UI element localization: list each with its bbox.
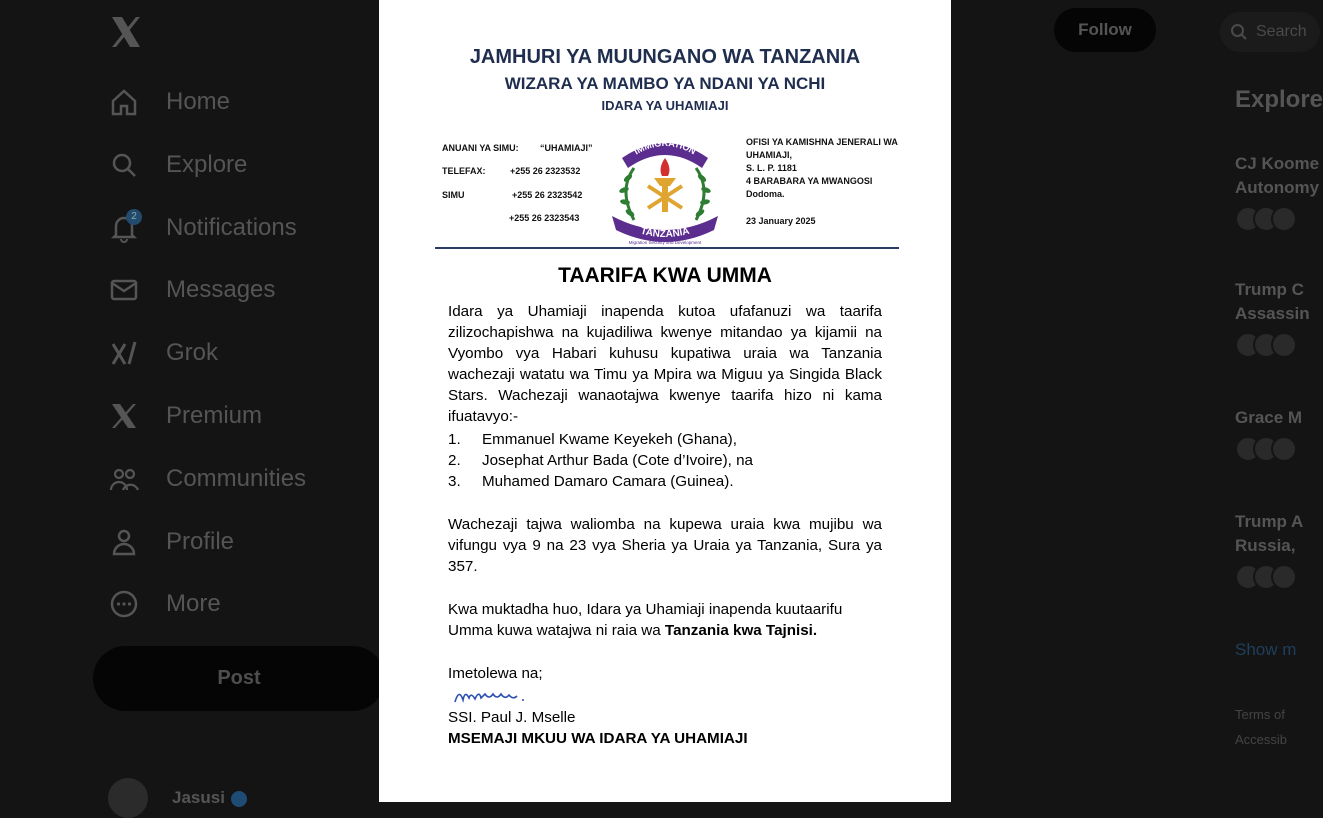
follow-button[interactable]: Follow bbox=[1054, 8, 1156, 52]
list-item: 2. Josephat Arthur Bada (Cote d’Ivoire), na bbox=[448, 452, 753, 469]
trend-item[interactable] bbox=[1235, 510, 1315, 590]
signer-role: MSEMAJI MKUU WA IDARA YA UHAMIAJI bbox=[448, 730, 748, 747]
notice-title: TAARIFA KWA UMMA bbox=[558, 264, 772, 287]
people-icon bbox=[108, 463, 140, 495]
trend-avatars bbox=[1235, 564, 1315, 590]
document-image: JAMHURI YA MUUNGANO WA TANZANIA WIZARA YA MAMBO YA NDANI YA NCHI IDARA YA UHAMIAJI ANUANI YA SIMU: “UHAMIAJI” TELEFAX: +255 26 2323532 SIMU +255 26 2323542 +255 26 2323543 IMMIGRATION TANZANIA Migration Security and Development OFISI YA KAMISHNA JENERALI WA UHAMIAJI, S. L. P. 1181 4 BARABARA YA MWANGOSI Dodoma. 23 January 2025 TAARIFA KWA UMMA Idara ya Uhamiaji inapenda kutoa ufafanuzi wa taarifa zilizochapishwa na kujadiliwa kwenye mitandao ya kijamii na Vyombo vya Habari kuhusu kupatiwa uraia wa Tanzania wachezaji watatu wa Timu ya Mpira wa Miguu ya Singida Black Stars. Wachezaji wanaotajwa kwenye taarifa hizo ni kama ifuatavyo:- 1. Emmanuel Kwame Keyekeh (Ghana), 2. Josephat Arthur Bada (Cote d’Ivoire), na 3. Muhamed Damaro Camara (Guinea). Wachezaji tajwa waliomba na kupewa uraia kwa mujibu wa vifungu vya 9 na 23 vya Sheria ya Uraia ya Tanzania, Sura ya 357. Kwa muktadha huo, Idara ya Uhamiaji inapenda kuutaarifu Umma kuwa watajwa ni raia wa Tanzania kwa Tajnisi. Imetolewa na; SSI. Paul J. Mselle MSEMAJI MKUU WA IDARA YA UHAMIAJI bbox=[379, 0, 951, 802]
trend-item[interactable] bbox=[1235, 152, 1320, 232]
letterhead-divider bbox=[435, 247, 899, 249]
search-placeholder: Search bbox=[1256, 23, 1307, 40]
avatar bbox=[108, 778, 148, 818]
nav-notifications[interactable] bbox=[108, 208, 297, 248]
list-item: 1. Emmanuel Kwame Keyekeh (Ghana), bbox=[448, 431, 737, 448]
emblem-motto: Migration Security and Development bbox=[628, 240, 702, 245]
signer-name: SSI. Paul J. Mselle bbox=[448, 709, 576, 726]
verified-badge-icon bbox=[231, 791, 247, 807]
letterhead-country: JAMHURI YA MUUNGANO WA TANZANIA bbox=[469, 46, 861, 68]
search-input[interactable] bbox=[1220, 12, 1320, 52]
bell-icon bbox=[108, 212, 140, 244]
nav-label: Notifications bbox=[166, 214, 297, 241]
trend-line1: Trump C bbox=[1235, 280, 1304, 299]
nav-label: Profile bbox=[166, 528, 235, 555]
document-date: 23 January 2025 bbox=[746, 216, 816, 226]
nav-messages[interactable] bbox=[108, 270, 276, 310]
nav-label: Grok bbox=[166, 339, 219, 366]
x-logo-icon[interactable] bbox=[108, 14, 144, 50]
notification-badge: 2 bbox=[126, 209, 142, 225]
grok-icon bbox=[108, 337, 140, 369]
account-switcher[interactable] bbox=[108, 778, 247, 818]
trend-line1: Grace M bbox=[1235, 408, 1303, 427]
immigration-emblem-icon bbox=[604, 128, 726, 246]
trend-line1: Trump A bbox=[1235, 512, 1304, 531]
left-sidebar bbox=[0, 0, 380, 807]
nav-label: Explore bbox=[166, 151, 248, 178]
trend-line2: Russia, bbox=[1235, 536, 1296, 555]
x-premium-icon bbox=[108, 400, 140, 432]
emblem-bottom-text: TANZANIA bbox=[639, 225, 691, 241]
letterhead-ministry: WIZARA YA MAMBO YA NDANI YA NCHI bbox=[504, 74, 826, 93]
nav-label: More bbox=[166, 590, 221, 617]
contact-phone: SIMU +255 26 2323542 bbox=[442, 190, 583, 200]
trend-line2: Assassin bbox=[1235, 304, 1310, 323]
paragraph-intro: Idara ya Uhamiaji inapenda kutoa ufafanuzi wa taarifa zilizochapishwa na kujadiliwa kwenye mitandao ya kijamii na Vyombo vya Habari kuhusu kupatiwa uraia wa Tanzania wachezaji watatu wa Timu ya Mpira wa Miguu ya Singida Black Stars. Wachezaji wanaotajwa kwenye taarifa hizo ni kama ifuatavyo:- bbox=[448, 303, 882, 425]
nav-label: Communities bbox=[166, 465, 307, 492]
trend-avatars bbox=[1235, 332, 1315, 358]
office-address: OFISI YA KAMISHNA JENERALI WA UHAMIAJI, S. L. P. 1181 4 BARABARA YA MWANGOSI Dodoma. 23 January 2025 bbox=[746, 136, 906, 228]
search-icon bbox=[1230, 23, 1248, 41]
players-list bbox=[448, 429, 882, 492]
nav-label: Messages bbox=[166, 276, 276, 303]
list-item: 3. Muhamed Damaro Camara (Guinea). bbox=[448, 473, 734, 490]
emblem-top-text: IMMIGRATION bbox=[632, 137, 698, 157]
account-name: Jasusi bbox=[172, 788, 247, 808]
trend-avatars bbox=[1235, 206, 1315, 232]
nav-premium[interactable] bbox=[108, 396, 263, 436]
nav-profile[interactable] bbox=[108, 522, 235, 562]
nav-label: Premium bbox=[166, 402, 263, 429]
trend-line1: CJ Koome bbox=[1235, 154, 1320, 173]
paragraph-conclusion: Kwa muktadha huo, Idara ya Uhamiaji inapenda kuutaarifu Umma kuwa watajwa ni raia wa Tanzania kwa Tajnisi. bbox=[448, 601, 843, 639]
trend-line2: Autonomy bbox=[1235, 178, 1320, 197]
person-icon bbox=[108, 526, 140, 558]
search-icon bbox=[108, 149, 140, 181]
nav-home[interactable] bbox=[108, 82, 231, 122]
more-circle-icon bbox=[108, 588, 140, 620]
issued-by-label: Imetolewa na; bbox=[448, 665, 543, 682]
nav-communities[interactable] bbox=[108, 459, 307, 499]
trend-avatars bbox=[1235, 436, 1315, 462]
envelope-icon bbox=[108, 274, 140, 306]
post-button[interactable]: Post bbox=[93, 646, 385, 711]
footer-terms-link[interactable]: Terms of bbox=[1235, 707, 1285, 722]
letterhead-department: IDARA YA UHAMIAJI bbox=[601, 98, 729, 113]
trend-item[interactable] bbox=[1235, 278, 1315, 358]
signature-icon bbox=[451, 684, 531, 708]
contact-cable: ANUANI YA SIMU: “UHAMIAJI” bbox=[442, 143, 593, 153]
footer-accessibility-link[interactable]: Accessib bbox=[1235, 732, 1288, 747]
nav-explore[interactable] bbox=[108, 145, 248, 185]
contact-fax: TELEFAX: +255 26 2323532 bbox=[442, 166, 581, 176]
trend-item[interactable] bbox=[1235, 406, 1315, 462]
show-more-link[interactable]: Show m bbox=[1235, 640, 1297, 659]
explore-heading: Explore bbox=[1235, 86, 1323, 113]
home-icon bbox=[108, 86, 140, 118]
nav-grok[interactable] bbox=[108, 333, 219, 373]
paragraph-legal-basis: Wachezaji tajwa waliomba na kupewa uraia kwa mujibu wa vifungu vya 9 na 23 vya Sheria ya Uraia ya Tanzania, Sura ya 357. bbox=[448, 516, 882, 575]
nav-more[interactable] bbox=[108, 584, 221, 624]
nav-label: Home bbox=[166, 88, 231, 115]
